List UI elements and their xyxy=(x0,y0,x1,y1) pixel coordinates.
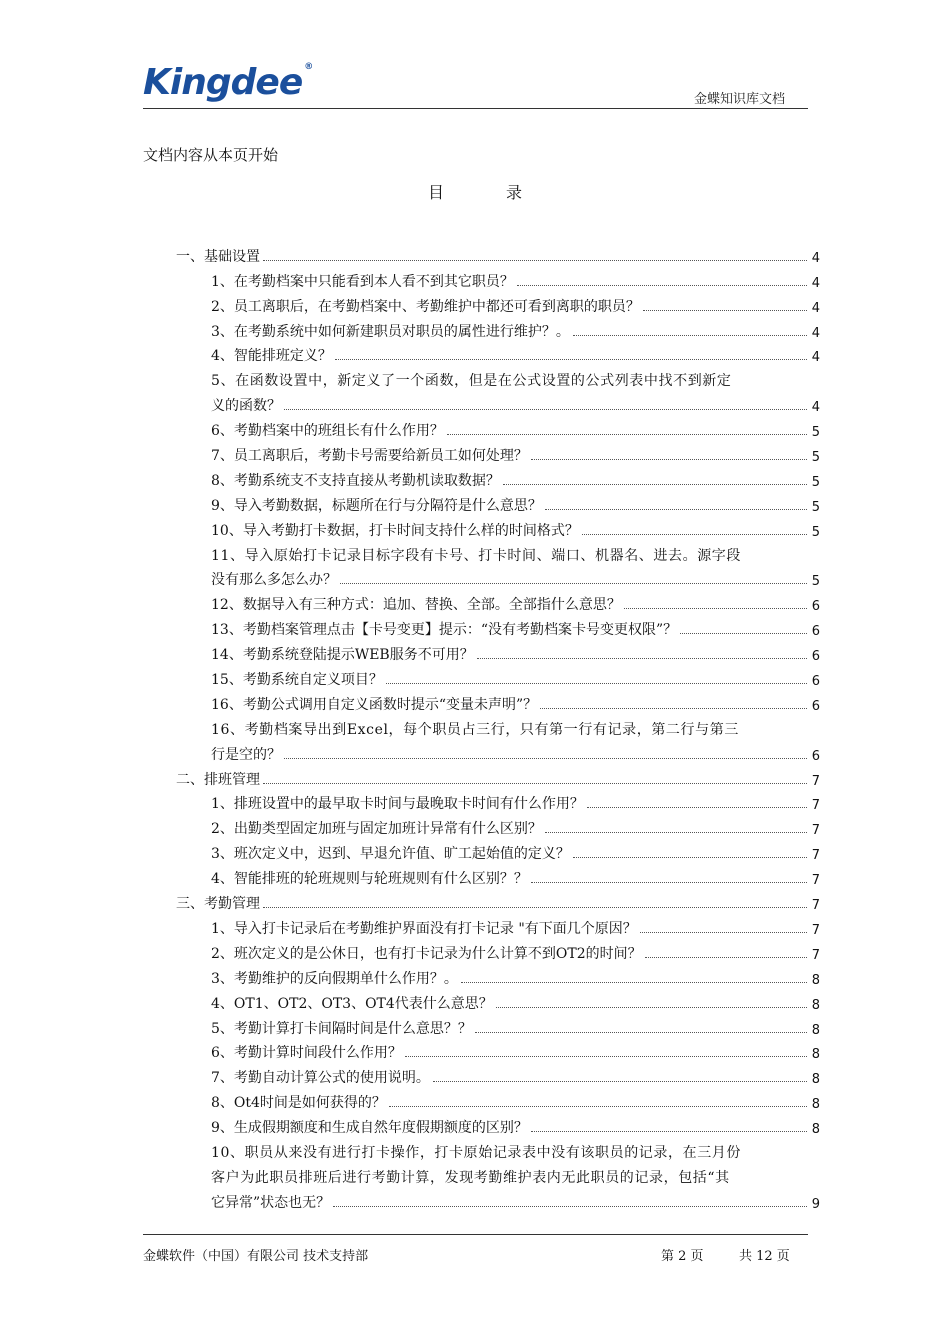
toc-entry[interactable] xyxy=(176,664,820,689)
toc-entry-text: 7、考勤自动计算公式的使用说明。 xyxy=(211,1070,430,1087)
toc-leader-dots xyxy=(503,484,807,485)
toc-leader-dots xyxy=(389,1106,807,1107)
toc-entry[interactable] xyxy=(176,1038,820,1063)
toc-leader-dots xyxy=(573,335,807,336)
toc-entry-text: 6、考勤计算时间段什么作用？ xyxy=(211,1045,402,1062)
toc-entry-text: 义的函数？ xyxy=(211,398,281,415)
toc-page-number: 6 xyxy=(811,649,820,665)
toc-entry-text: 二、排班管理 xyxy=(176,771,260,788)
table-of-contents xyxy=(176,241,820,1212)
toc-page-number: 5 xyxy=(811,499,820,515)
toc-entry-text: 没有那么多怎么办？ xyxy=(211,572,337,589)
toc-entry-text: 2、员工离职后，在考勤档案中、考勤维护中都还可看到离职的职员？ xyxy=(211,298,640,315)
toc-entry[interactable] xyxy=(176,266,820,291)
toc-leader-dots xyxy=(461,982,807,983)
toc-page-number: 4 xyxy=(811,300,820,316)
toc-entry[interactable] xyxy=(176,465,820,490)
toc-entry-text: 3、在考勤系统中如何新建职员对职员的属性进行维护？。 xyxy=(211,323,570,340)
toc-leader-dots xyxy=(475,1032,807,1033)
toc-page-number: 6 xyxy=(811,748,820,764)
toc-leader-dots xyxy=(333,1206,807,1207)
toc-page-number: 5 xyxy=(811,574,820,590)
toc-entry-text: 16、考勤档案导出到Excel，每个职员占三行，只有第一行有记录，第二行与第三 xyxy=(211,721,739,738)
toc-entry[interactable] xyxy=(176,1112,820,1137)
toc-entry-text: 3、考勤维护的反向假期单什么作用？。 xyxy=(211,970,458,987)
toc-entry[interactable] xyxy=(176,540,820,565)
toc-leader-dots xyxy=(517,285,807,286)
toc-entry-text: 4、智能排班定义？ xyxy=(211,348,332,365)
toc-leader-dots xyxy=(531,882,807,883)
toc-entry-text: 10、职员从来没有进行打卡操作，打卡原始记录表中没有该职员的记录，在三月份 xyxy=(211,1144,742,1161)
toc-entry[interactable] xyxy=(176,739,820,764)
toc-entry[interactable] xyxy=(176,316,820,341)
toc-page-number: 6 xyxy=(811,674,820,690)
toc-leader-dots xyxy=(405,1056,807,1057)
toc-entry-text: 5、在函数设置中，新定义了一个函数，但是在公式设置的公式列表中找不到新定 xyxy=(211,373,732,390)
footer-page-total: 共 12 页 xyxy=(739,1249,790,1264)
toc-page-number: 4 xyxy=(811,325,820,341)
toc-entry[interactable] xyxy=(176,813,820,838)
toc-entry[interactable] xyxy=(176,789,820,814)
toc-entry[interactable] xyxy=(176,838,820,863)
kingdee-logo xyxy=(143,62,312,103)
toc-page-number: 7 xyxy=(811,798,820,814)
toc-page-number: 6 xyxy=(811,599,820,615)
header-doc-label: 金蝶知识库文档 xyxy=(693,92,785,107)
toc-entry-text: 3、班次定义中，迟到、早退允许值、旷工起始值的定义？ xyxy=(211,846,570,863)
toc-leader-dots xyxy=(531,459,807,460)
toc-section-entry[interactable] xyxy=(176,764,820,789)
toc-entry[interactable] xyxy=(176,365,820,390)
toc-leader-dots xyxy=(477,658,807,659)
toc-entry[interactable] xyxy=(176,938,820,963)
footer-page-current: 第 2 页 xyxy=(661,1249,704,1264)
toc-entry-text: 1、排班设置中的最早取卡时间与最晚取卡时间有什么作用？ xyxy=(211,796,584,813)
toc-page-number: 7 xyxy=(811,947,820,963)
toc-entry-text: 1、导入打卡记录后在考勤维护界面没有打卡记录 "有下面几个原因？ xyxy=(211,920,637,937)
footer-divider xyxy=(143,1234,808,1235)
toc-entry[interactable] xyxy=(176,589,820,614)
footer-company: 金蝶软件（中国）有限公司 技术支持部 xyxy=(143,1249,369,1264)
toc-entry-text: 4、OT1、OT2、OT3、OT4代表什么意思？ xyxy=(211,995,493,1012)
toc-entry[interactable] xyxy=(176,913,820,938)
toc-page-number: 7 xyxy=(811,922,820,938)
toc-page-number: 5 xyxy=(811,474,820,490)
toc-leader-dots xyxy=(263,907,807,908)
toc-entry-text: 13、考勤档案管理点击【卡号变更】提示：“没有考勤档案卡号变更权限”？ xyxy=(211,622,678,639)
toc-page-number: 5 xyxy=(811,450,820,466)
toc-entry-text: 15、考勤系统自定义项目？ xyxy=(211,672,383,689)
logo-text: Kingdee xyxy=(143,62,303,103)
toc-leader-dots xyxy=(640,932,807,933)
toc-entry-text: 12、数据导入有三种方式：追加、替换、全部。全部指什么意思？ xyxy=(211,597,621,614)
toc-page-number: 5 xyxy=(811,524,820,540)
toc-entry-text: 1、在考勤档案中只能看到本人看不到其它职员？ xyxy=(211,273,514,290)
toc-page-number: 8 xyxy=(811,1097,820,1113)
toc-entry[interactable] xyxy=(176,565,820,590)
toc-entry-text: 14、考勤系统登陆提示WEB服务不可用？ xyxy=(211,647,474,664)
toc-page-number: 7 xyxy=(811,773,820,789)
toc-entry[interactable] xyxy=(176,1162,820,1187)
toc-leader-dots xyxy=(582,534,807,535)
toc-entry[interactable] xyxy=(176,415,820,440)
toc-leader-dots xyxy=(386,683,807,684)
toc-entry[interactable] xyxy=(176,515,820,540)
toc-entry-text: 16、考勤公式调用自定义函数时提示“变量未声明”？ xyxy=(211,696,538,713)
toc-entry-text: 10、导入考勤打卡数据，打卡时间支持什么样的时间格式？ xyxy=(211,522,579,539)
toc-entry[interactable] xyxy=(176,341,820,366)
toc-leader-dots xyxy=(284,758,807,759)
toc-leader-dots xyxy=(587,807,807,808)
toc-leader-dots xyxy=(335,359,807,360)
toc-entry-text: 6、考勤档案中的班组长有什么作用？ xyxy=(211,423,444,440)
toc-entry[interactable] xyxy=(176,1062,820,1087)
toc-page-number: 8 xyxy=(811,972,820,988)
toc-entry-text: 8、考勤系统支不支持直接从考勤机读取数据？ xyxy=(211,472,500,489)
toc-entry-text: 客户为此职员排班后进行考勤计算，发现考勤维护表内无此职员的记录，包括“其 xyxy=(211,1169,730,1186)
toc-page-number: 8 xyxy=(811,997,820,1013)
toc-entry[interactable] xyxy=(176,1187,820,1212)
toc-page-number: 4 xyxy=(811,350,820,366)
toc-leader-dots xyxy=(433,1081,807,1082)
toc-entry[interactable] xyxy=(176,390,820,415)
toc-entry[interactable] xyxy=(176,863,820,888)
registered-mark: ® xyxy=(304,62,313,72)
toc-entry[interactable] xyxy=(176,1013,820,1038)
toc-entry[interactable] xyxy=(176,963,820,988)
toc-entry-text: 它异常”状态也无？ xyxy=(211,1194,331,1211)
toc-leader-dots xyxy=(447,434,807,435)
toc-leader-dots xyxy=(680,633,807,634)
header-divider xyxy=(143,108,808,109)
toc-entry-text: 行是空的？ xyxy=(211,746,281,763)
intro-text: 文档内容从本页开始 xyxy=(143,146,279,164)
toc-leader-dots xyxy=(645,957,807,958)
toc-entry-text: 2、班次定义的是公休日，也有打卡记录为什么计算不到OT2的时间？ xyxy=(211,945,642,962)
toc-entry-text: 5、考勤计算打卡间隔时间是什么意思？？ xyxy=(211,1020,472,1037)
toc-page-number: 7 xyxy=(811,823,820,839)
toc-page-number: 7 xyxy=(811,848,820,864)
toc-leader-dots xyxy=(573,857,807,858)
toc-page-number: 6 xyxy=(811,698,820,714)
toc-page-number: 8 xyxy=(811,1072,820,1088)
toc-page-number: 8 xyxy=(811,1022,820,1038)
toc-entry-text: 9、生成假期额度和生成自然年度假期额度的区别？ xyxy=(211,1120,528,1137)
toc-leader-dots xyxy=(496,1007,807,1008)
toc-entry[interactable] xyxy=(176,291,820,316)
toc-page-number: 5 xyxy=(811,425,820,441)
toc-page-number: 4 xyxy=(811,250,820,266)
toc-page-number: 7 xyxy=(811,898,820,914)
toc-section-entry[interactable] xyxy=(176,888,820,913)
toc-entry-text: 2、出勤类型固定加班与固定加班计异常有什么区别？ xyxy=(211,821,542,838)
toc-page-number: 6 xyxy=(811,624,820,640)
toc-entry-text: 9、导入考勤数据，标题所在行与分隔符是什么意思？ xyxy=(211,497,542,514)
toc-entry-text: 三、考勤管理 xyxy=(176,896,260,913)
toc-entry[interactable] xyxy=(176,1087,820,1112)
toc-page-number: 4 xyxy=(811,400,820,416)
toc-section-entry[interactable] xyxy=(176,241,820,266)
toc-entry-text: 一、基础设置 xyxy=(176,248,260,265)
toc-entry[interactable] xyxy=(176,440,820,465)
toc-entry[interactable] xyxy=(176,639,820,664)
toc-leader-dots xyxy=(531,1131,807,1132)
toc-page-number: 7 xyxy=(811,873,820,889)
toc-page-number: 9 xyxy=(811,1196,820,1212)
toc-leader-dots xyxy=(540,708,807,709)
toc-leader-dots xyxy=(545,832,807,833)
toc-page-number: 4 xyxy=(811,275,820,291)
toc-entry[interactable] xyxy=(176,1137,820,1162)
toc-leader-dots xyxy=(284,409,807,410)
toc-entry[interactable] xyxy=(176,714,820,739)
toc-entry[interactable] xyxy=(176,614,820,639)
toc-leader-dots xyxy=(263,260,807,261)
toc-entry-text: 11、导入原始打卡记录目标字段有卡号、打卡时间、端口、机器名、进去。源字段 xyxy=(211,547,742,564)
toc-leader-dots xyxy=(643,310,807,311)
toc-leader-dots xyxy=(545,509,807,510)
toc-leader-dots xyxy=(263,783,807,784)
toc-entry[interactable] xyxy=(176,988,820,1013)
toc-page-number: 8 xyxy=(811,1122,820,1138)
toc-leader-dots xyxy=(624,608,807,609)
toc-page-number: 8 xyxy=(811,1047,820,1063)
toc-entry-text: 7、员工离职后，考勤卡号需要给新员工如何处理？ xyxy=(211,448,528,465)
toc-entry[interactable] xyxy=(176,490,820,515)
toc-title: 目录 xyxy=(427,183,584,202)
toc-entry[interactable] xyxy=(176,689,820,714)
toc-leader-dots xyxy=(340,583,807,584)
toc-entry-text: 4、智能排班的轮班规则与轮班规则有什么区别？？ xyxy=(211,871,528,888)
toc-entry-text: 8、Ot4时间是如何获得的？ xyxy=(211,1095,386,1112)
